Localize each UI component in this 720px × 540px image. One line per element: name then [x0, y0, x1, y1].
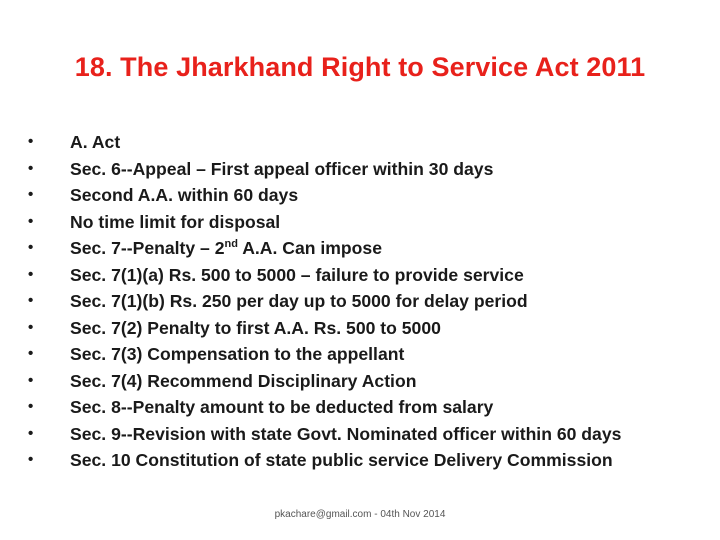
- bullet-dot-icon: •: [28, 398, 34, 415]
- bullet-item: [28, 235, 708, 262]
- bullet-dot-icon: •: [28, 371, 34, 389]
- bullet-text: Sec. 10 Constitution of state public service Delivery Commission: [70, 450, 613, 470]
- bullet-text: Sec. 8--Penalty amount to be deducted from salary: [70, 397, 494, 417]
- footer-text: pkachare@gmail.com - 04th Nov 2014: [274, 509, 446, 520]
- bullet-text: Sec. 6--Appeal – First appeal officer within 30 days: [70, 158, 494, 179]
- bullet-text: No time limit for disposal: [70, 211, 281, 232]
- bullet-text: Second A.A. within 60 days: [70, 185, 299, 205]
- bullet-dot-icon: •: [28, 212, 34, 230]
- bullet-text: Sec. 7(2) Penalty to first A.A. Rs. 500 to 5000: [70, 317, 441, 338]
- bullet-text: Sec. 7(1)(b) Rs. 250 per day up to 5000 for delay period: [70, 291, 528, 311]
- bullet-item: [28, 315, 708, 342]
- bullet-dot-icon: •: [28, 239, 34, 256]
- bullet-text: Sec. 7(1)(a) Rs. 500 to 5000 – failure to provide service: [70, 264, 524, 285]
- bullet-text: A. Act: [70, 132, 121, 152]
- bullet-item: [28, 421, 708, 448]
- bullet-list: [28, 129, 708, 474]
- bullet-dot-icon: •: [28, 186, 34, 203]
- bullet-item: [28, 394, 708, 421]
- bullet-dot-icon: •: [28, 159, 34, 177]
- bullet-text-superscript: nd: [224, 238, 238, 251]
- bullet-item: [28, 341, 708, 368]
- bullet-dot-icon: •: [28, 265, 34, 283]
- bullet-dot-icon: •: [28, 318, 34, 336]
- bullet-item: [28, 368, 708, 395]
- bullet-text: Sec. 7(3) Compensation to the appellant: [70, 344, 405, 364]
- bullet-text: Sec. 9--Revision with state Govt. Nominated officer within 60 days: [70, 423, 622, 444]
- bullet-dot-icon: •: [28, 451, 34, 468]
- bullet-item: [28, 209, 708, 236]
- bullet-item: [28, 129, 708, 156]
- slide-title: 18. The Jharkhand Right to Service Act 2011: [74, 52, 646, 82]
- bullet-item: [28, 447, 708, 474]
- bullet-item: [28, 156, 708, 183]
- bullet-text: Sec. 7(4) Recommend Disciplinary Action: [70, 370, 417, 391]
- bullet-item: [28, 262, 708, 289]
- bullet-dot-icon: •: [28, 292, 34, 309]
- bullet-dot-icon: •: [28, 133, 34, 150]
- bullet-text-pre: Sec. 7--Penalty – 2: [70, 238, 225, 258]
- bullet-dot-icon: •: [28, 345, 34, 362]
- bullet-item: [28, 182, 708, 209]
- bullet-item: [28, 288, 708, 315]
- bullet-dot-icon: •: [28, 424, 34, 442]
- bullet-text-post: A.A. Can impose: [237, 238, 383, 258]
